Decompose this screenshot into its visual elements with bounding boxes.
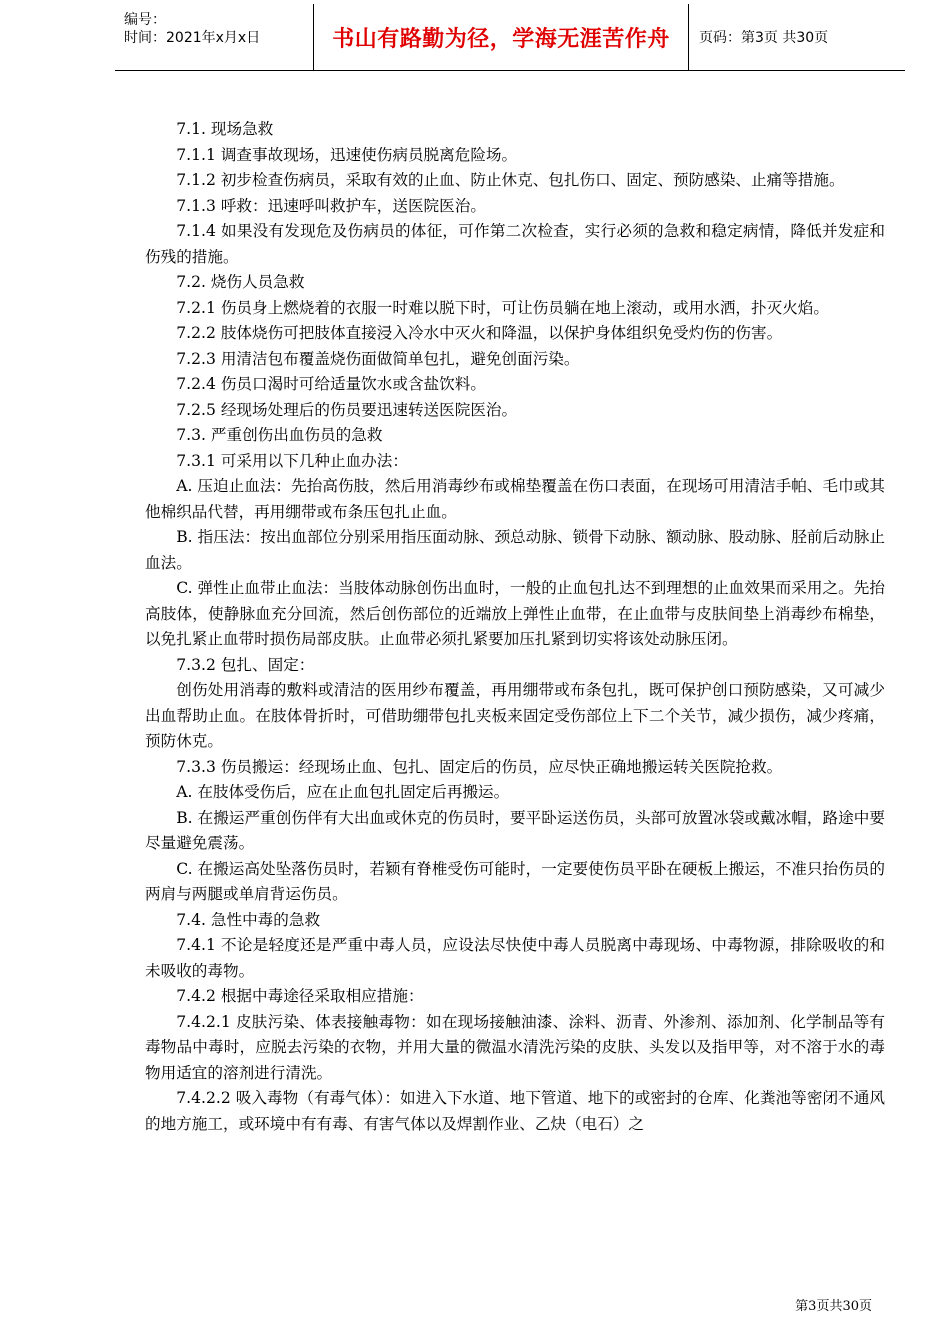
paragraph: 7.2.1 伤员身上燃烧着的衣服一时难以脱下时，可让伤员躺在地上滚动，或用水洒，扑灭火焰。 [176,298,829,317]
paragraph: 7.4.1 不论是轻度还是严重中毒人员，应设法尽快使中毒人员脱离中毒现场、中毒物源，排除吸收的和未吸收的毒物。 [145,936,885,980]
header-page-info: 页码：第3页 共30页 [699,30,829,46]
page-header [115,4,905,71]
paragraph: C. 在搬运高处坠落伤员时，若颖有脊椎受伤可能时，一定要使伤员平卧在硬板上搬运，不准只抬伤员的两肩与两腿或单肩背运伤员。 [145,859,885,903]
paragraph: B. 指压法：按出血部位分别采用指压面动脉、颈总动脉、锁骨下动脉、额动脉、股动脉、胫前后动脉止血法。 [145,528,885,572]
paragraph: 7.2.4 伤员口渴时可给适量饮水或含盐饮料。 [176,375,486,393]
paragraph: 7.2.2 肢体烧伤可把肢体直接浸入冷水中灭火和降温，以保护身体组织免受灼伤的伤害。 [176,324,783,342]
paragraph: 7.1.3 呼救：迅速呼叫救护车，送医院医治。 [176,196,486,215]
paragraph: B. 在搬运严重创伤伴有大出血或休克的伤员时，要平卧运送伤员，头部可放置冰袋或戴冰帽，路途中要尽量避免震荡。 [145,808,885,852]
header-meta [115,4,314,70]
paragraph: 7.3.3 伤员搬运：经现场止血、包扎、固定后的伤员，应尽快正确地搬运转关医院抢救。 [176,757,783,776]
header-motto-cell [314,4,689,70]
header-motto: 书山有路勤为径，学海无涯苦作舟 [332,26,670,52]
document-body [145,117,885,1137]
paragraph: 7.4.2.1 皮肤污染、体表接触毒物：如在现场接触油漆、涂料、沥青、外渗剂、添加剂、化学制品等有毒物品中毒时，应脱去污染的衣物，并用大量的微温水清洗污染的皮肤、头发以及指甲等，对不溶于水的毒物用适宜的溶剂进行清洗。 [145,1012,885,1082]
paragraph: 7.3.1 可采用以下几种止血办法： [176,451,408,470]
paragraph: 创伤处用消毒的敷料或清洁的医用纱布覆盖，再用绷带或布条包扎，既可保护创口预防感染，又可减少出血帮助止血。在肢体骨折时，可借助绷带包扎夹板来固定受伤部位上下二个关节，减少损伤，减少疼痛，预防休克。 [145,681,885,750]
paragraph: 7.1.4 如果没有发现危及伤病员的体征，可作第二次检查，实行必须的急救和稳定病情，降低并发症和伤残的措施。 [145,222,885,266]
paragraph: 7.2.3 用清洁包布覆盖烧伤面做简单包扎，避免创面污染。 [176,349,580,368]
paragraph: 7.4.2.2 吸入毒物（有毒气体）：如进入下水道、地下管道、地下的或密封的仓库、化粪池等密闭不通风的地方施工，或环境中有有毒、有害气体以及焊割作业、乙炔（电石）之 [145,1089,885,1133]
paragraph: 7.1. 现场急救 [176,120,274,138]
paragraph: 7.1.1 调查事故现场，迅速使伤病员脱离危险场。 [176,145,518,164]
paragraph: 7.2.5 经现场处理后的伤员要迅速转送医院医治。 [176,400,518,419]
document-date: 时间：2021年x月x日 [124,30,261,46]
paragraph: 7.2. 烧伤人员急救 [176,273,305,291]
document-number-label: 编号： [124,12,166,28]
page-footer: 第3页共30页 [795,1299,872,1314]
paragraph: A. 压迫止血法：先抬高伤肢，然后用消毒纱布或棉垫覆盖在伤口表面，在现场可用清洁手帕、毛巾或其他棉织品代替，再用绷带或布条压包扎止血。 [145,477,885,521]
paragraph: 7.4.2 根据中毒途径采取相应措施： [176,987,424,1005]
paragraph: 7.1.2 初步检查伤病员，采取有效的止血、防止休克、包扎伤口、固定、预防感染、止痛等措施。 [176,171,845,189]
paragraph: C. 弹性止血带止血法：当肢体动脉创伤出血时，一般的止血包扎达不到理想的止血效果而采用之。先抬高肢体，使静脉血充分回流，然后创伤部位的近端放上弹性止血带，在止血带与皮肤间垫上消毒纱布棉垫，以免扎紧止血带时损伤局部皮肤。止血带必须扎紧要加压扎紧到切实将该处动脉压闭。 [145,579,885,648]
paragraph: A. 在肢体受伤后，应在止血包扎固定后再搬运。 [176,783,510,801]
paragraph: 7.3. 严重创伤出血伤员的急救 [176,426,383,444]
paragraph: 7.4. 急性中毒的急救 [176,910,321,929]
paragraph: 7.3.2 包扎、固定： [176,655,315,674]
